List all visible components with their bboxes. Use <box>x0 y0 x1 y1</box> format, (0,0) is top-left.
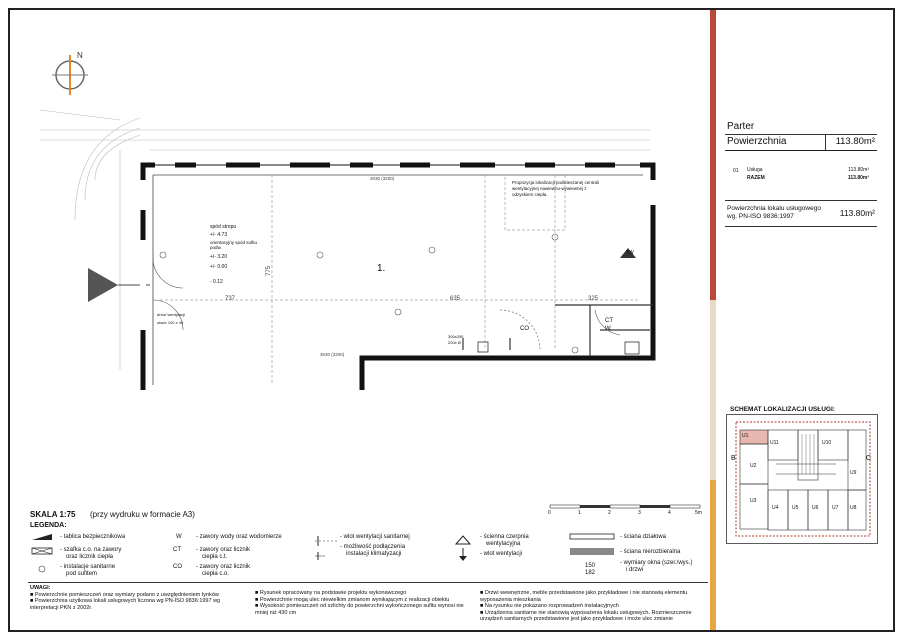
schema-u9: U9 <box>850 470 857 476</box>
legend-l2a: - szafka c.o. na zawory <box>60 547 122 553</box>
schema-u3: U3 <box>750 498 757 504</box>
co-label: CO <box>520 326 529 332</box>
note-c1: ■ Drzwi wewnętrzne, meble przedstawione jako przykładowe i nie stanowią elementu wyposażenia mieszkania <box>480 590 688 603</box>
legend-m2a: - zawory oraz licznik <box>196 547 251 553</box>
scale-note: (przy wydruku w formacie A3) <box>90 510 195 519</box>
level-2-label: orientacyjny spód sufitu podw. <box>210 240 258 250</box>
level-3-value: +/- 0.00 <box>210 264 228 270</box>
color-stripe <box>710 10 716 630</box>
vent-note: Propozycja lokalizacji podwieszanej centrali wentylacyjnej nawiewno-wywiewnej z odzyskiem ciepła. <box>512 180 600 197</box>
wall-label-bottom: 3030 (3200) <box>320 352 345 357</box>
item-no: 01 <box>733 168 739 174</box>
pn-value: 113.80m² <box>839 208 875 218</box>
schema-c: C <box>866 455 872 462</box>
schema-u4: U4 <box>772 505 779 511</box>
scale-title: SKALA 1:75 <box>30 510 76 519</box>
note-c2: ■ Na rysunku nie pokazano rozprowadzeń instalacyjnych <box>480 603 619 609</box>
legend-symbols-4 <box>448 532 478 562</box>
notes-col-1 <box>30 585 245 611</box>
legend-p3n1: 150 <box>585 563 596 569</box>
legend-symbols-3 <box>313 532 343 562</box>
entrance-marker-icon <box>88 268 118 302</box>
legend-m2b: ciepła c.t. <box>202 554 228 560</box>
scale-tick-4: 4 <box>668 510 671 516</box>
legend-l3b: pod sufitem <box>66 571 98 577</box>
note-a2: ■ Powierzchnia użytkowa lokali usługowych liczona wg PN-ISO 9836:1997 wg interpretacji PKN z 2002r. <box>30 598 221 611</box>
dim-737: 737 <box>225 296 236 302</box>
item-total: RAZEM <box>747 175 765 181</box>
pn-label-1: Powierzchnia lokalu usługowego <box>727 205 821 212</box>
scale-bar <box>550 505 700 508</box>
legend-n2b: instalacji klimatyzacji <box>346 551 402 557</box>
schema-u8: U8 <box>850 505 857 511</box>
scale-tick-2: 2 <box>608 510 611 516</box>
schema-b: B <box>731 455 736 462</box>
notes-col-3 <box>480 590 705 623</box>
legend-n2a: - możliwość podłączenia <box>340 544 406 550</box>
area-label: Powierzchnia <box>727 136 787 147</box>
legend-o1b: wentylacyjna <box>486 541 521 547</box>
legend-n1: - wlot wentylacji sanitarnej <box>340 534 410 540</box>
legend-p2: - ściana nierozbieralna <box>620 549 681 555</box>
dim-775: 775 <box>266 265 273 277</box>
level-1-value: +/- 4.73 <box>210 232 228 238</box>
notes-title: UWAGI: <box>30 585 51 591</box>
location-schema <box>726 414 878 544</box>
floor-name: Parter <box>727 121 755 132</box>
north-arrow-icon <box>52 55 88 95</box>
legend-p3b: i drzwi <box>626 567 644 573</box>
ct-label: CT <box>605 318 613 324</box>
north-label: N <box>77 51 83 60</box>
legend-o1a: - ścienna czerpnia <box>480 534 529 540</box>
level-2-value: +/- 3.20 <box>210 254 228 260</box>
schema-u7: U7 <box>832 505 839 511</box>
legend-sym-ct: CT <box>173 547 181 553</box>
note-a1: ■ Powierzchnie pomieszczeń oraz wymiary podano z uwzględnieniem tynków <box>30 591 219 598</box>
note-b2: ■ Powierzchnie mogą ulec niewielkim zmianom wynikającym z realizacji obiektu <box>255 596 450 603</box>
item-name: Usługa <box>747 167 763 173</box>
note-b3: ■ Wysokość pomieszczeń od szlichty do powierzchni wykończonego sufitu wynosi nie mniej niż 430 cm <box>255 603 464 616</box>
door-dims: otwór 100 x 40 <box>157 320 184 325</box>
schema-title: SCHEMAT LOKALIZACJI USŁUGI: <box>730 406 835 413</box>
legend-title: LEGENDA: <box>30 522 67 529</box>
dim-635: 635 <box>450 296 461 302</box>
outer-walls <box>143 165 653 390</box>
note-b1: ■ Rysunek opracowany na podstawie projektu wykonawczego <box>255 590 407 596</box>
level-1-label: spód stropu <box>210 224 237 230</box>
scale-tick-0: 0 <box>548 510 551 516</box>
area-value: 113.80m² <box>835 136 875 147</box>
wall-label-top: 3030 (3200) <box>370 176 395 181</box>
legend-p3n2: 182 <box>585 570 596 576</box>
notes-col-2 <box>255 590 470 616</box>
legend-p1: - ściana działowa <box>620 534 667 540</box>
pn-label-2: wg. PN-ISO 9836:1997 <box>727 213 794 220</box>
scale-tick-3: 3 <box>638 510 641 516</box>
legend-l1: - tablica bezpiecznikowa <box>60 534 126 540</box>
schema-u5: U5 <box>792 505 799 511</box>
schema-u10: U10 <box>822 440 832 446</box>
room-number: 1. <box>377 263 386 274</box>
w-label: W <box>605 326 611 332</box>
note-c3: ■ Urządzenia sanitarne nie stanowią wyposażenia lokalu usługowych. Rozmieszczenie urządzeń sanitarnych przedstawione jest jako przykładowe i może ulec zmianie <box>480 609 692 622</box>
legend-m3b: ciepła c.o. <box>202 571 230 577</box>
item-total-value: 113.80m² <box>847 175 869 181</box>
legend-l3a: - instalacje sanitarne <box>60 564 116 570</box>
schema-u1: U1 <box>742 433 749 439</box>
schema-u11: U11 <box>770 440 779 446</box>
schema-u6: U6 <box>812 505 819 511</box>
legend-p3a: - wymiary okna (szer./wys.) <box>620 560 693 566</box>
legend-m1: - zawory wody oraz wodomierze <box>196 534 282 540</box>
door-note: drzwi wentylacji <box>157 312 185 317</box>
bathroom-walls <box>555 305 653 356</box>
tw-label: TW <box>626 250 634 256</box>
legend-l2b: oraz licznik ciepła <box>66 554 114 560</box>
scale-tick-5: 5m <box>695 510 702 516</box>
level-4-value: - 0.12 <box>210 279 223 285</box>
item-value: 113.80m² <box>848 167 869 173</box>
site-lines <box>40 110 650 370</box>
legend-o2: - wlot wentylacji <box>480 551 523 557</box>
legend-sym-w: W <box>176 534 182 540</box>
scale-tick-1: 1 <box>578 510 581 516</box>
legend-m3a: - zawory oraz licznik <box>196 564 251 570</box>
legend-sym-co: CO <box>173 564 182 570</box>
schema-u2: U2 <box>750 463 757 469</box>
box-size-2: 200x Ø <box>448 340 461 345</box>
dim-325: 325 <box>588 296 599 302</box>
box-size: 300x250 <box>448 334 464 339</box>
